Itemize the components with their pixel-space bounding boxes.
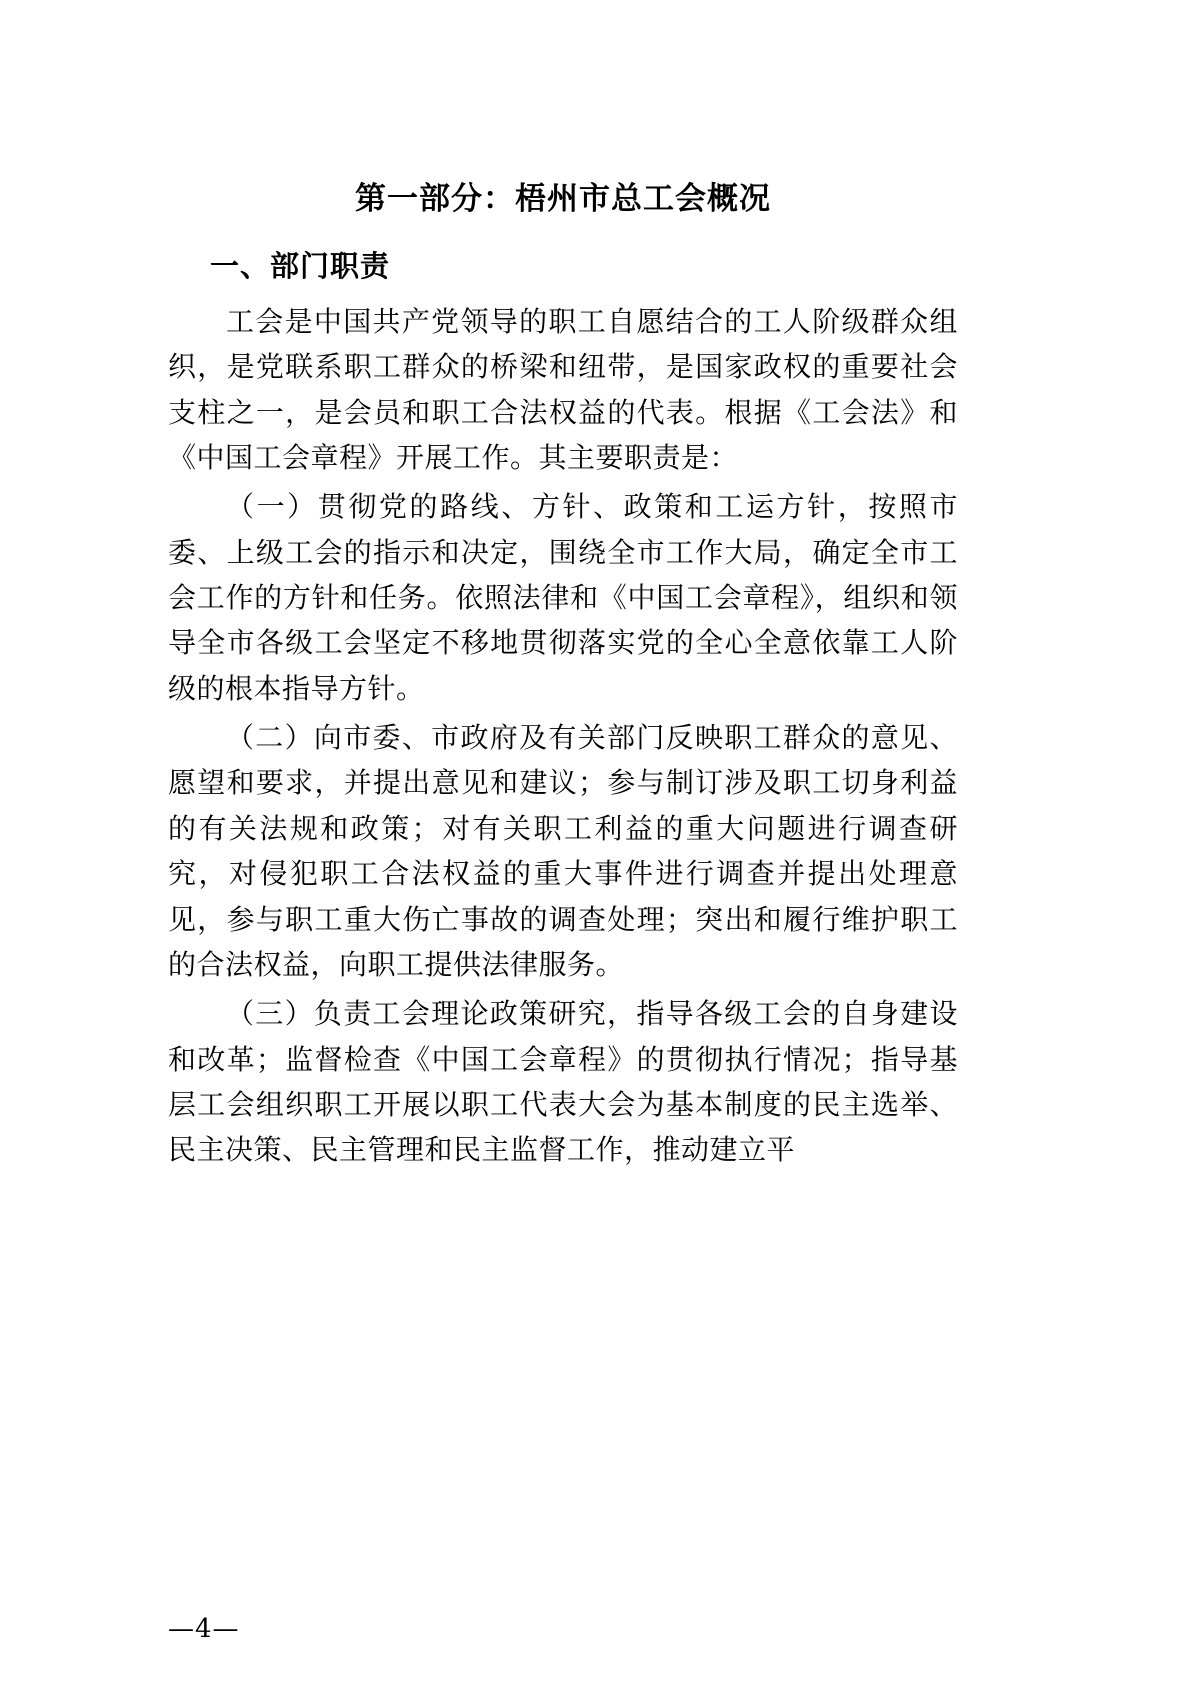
- body-paragraph: （一）贯彻党的路线、方针、政策和工运方针，按照市委、上级工会的指示和决定，围绕全市工作大局，确定全市工会工作的方针和任务。依照法律和《中国工会章程》，组织和领导全市各级工会坚定不移地贯彻落实党的全心全意依靠工人阶级的根本指导方针。: [168, 490, 958, 705]
- page-content: [168, 178, 958, 1177]
- body-paragraph: （三）负责工会理论政策研究，指导各级工会的自身建设和改革；监督检查《中国工会章程》的贯彻执行情况；指导基层工会组织职工开展以职工代表大会为基本制度的民主选举、民主决策、民主管理和民主监督工作，推动建立平: [168, 997, 958, 1167]
- body-paragraph: 工会是中国共产党领导的职工自愿结合的工人阶级群众组织，是党联系职工群众的桥梁和纽带，是国家政权的重要社会支柱之一，是会员和职工合法权益的代表。根据《工会法》和《中国工会章程》开展工作。其主要职责是：: [168, 304, 958, 474]
- body-paragraph: （二）向市委、市政府及有关部门反映职工群众的意见、愿望和要求，并提出意见和建议；参与制订涉及职工切身利益的有关法规和政策；对有关职工利益的重大问题进行调查研究，对侵犯职工合法权益的重大事件进行调查并提出处理意见，参与职工重大伤亡事故的调查处理；突出和履行维护职工的合法权益，向职工提供法律服务。: [168, 721, 958, 981]
- page-number: —4—: [168, 1614, 240, 1644]
- page-title: 第一部分：梧州市总工会概况: [355, 181, 771, 217]
- section-heading: 一、部门职责: [210, 249, 391, 284]
